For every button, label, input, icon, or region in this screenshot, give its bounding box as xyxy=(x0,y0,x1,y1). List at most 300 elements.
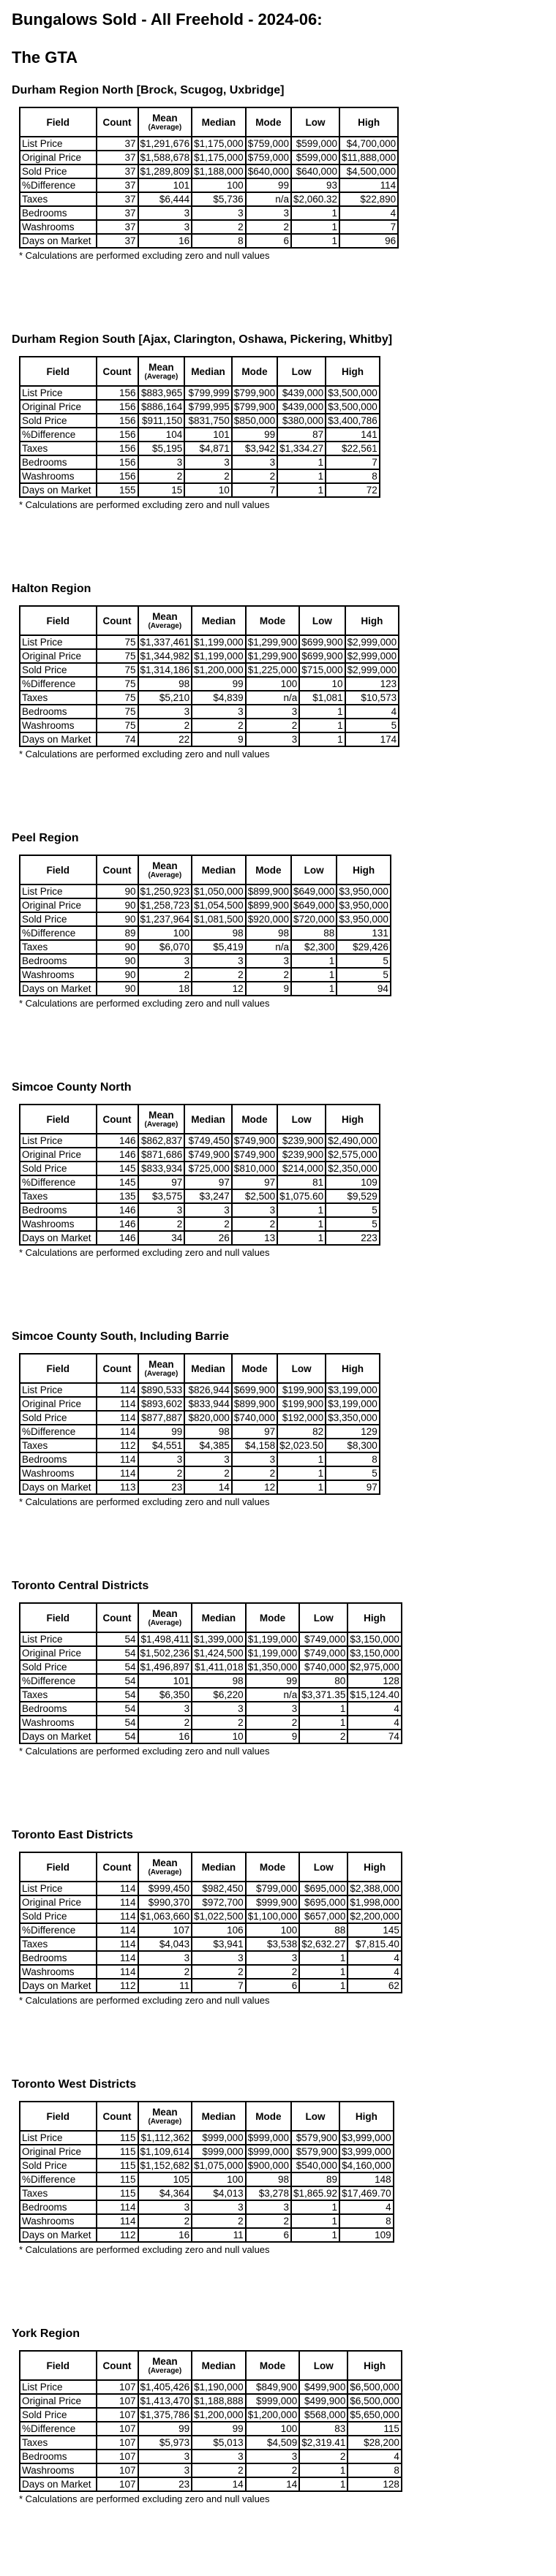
cell-low: 10 xyxy=(299,677,345,691)
row-label: List Price xyxy=(20,2380,97,2394)
cell-mean: 3 xyxy=(138,1452,185,1466)
column-header-label: Median xyxy=(201,1612,236,1624)
row-label: Bedrooms xyxy=(20,206,97,220)
column-header-low xyxy=(291,2102,339,2131)
cell-low: $657,000 xyxy=(299,1909,348,1923)
column-header-label: Mode xyxy=(259,2360,286,2371)
cell-low: $439,000 xyxy=(277,386,326,400)
cell-low: 1 xyxy=(291,234,339,248)
cell-low: 1 xyxy=(291,220,339,234)
cell-count: 37 xyxy=(97,137,138,151)
table-row xyxy=(20,2186,394,2200)
column-header-mode xyxy=(232,1105,277,1134)
column-header-mode xyxy=(246,1603,300,1632)
column-header-label: Median xyxy=(201,615,236,626)
cell-median: 9 xyxy=(192,732,246,746)
cell-mode: 100 xyxy=(246,1923,300,1937)
region-title: Durham Region South [Ajax, Clarington, Oshawa, Pickering, Whitby] xyxy=(12,333,393,346)
cell-count: 54 xyxy=(97,1688,138,1702)
cell-mode: n/a xyxy=(246,192,291,206)
column-header-mode xyxy=(246,107,291,137)
footnote: * Calculations are performed excluding zero and null values xyxy=(19,1995,270,2006)
cell-count: 156 xyxy=(97,400,138,414)
table-row xyxy=(20,1162,380,1175)
cell-count: 146 xyxy=(97,1231,138,1245)
cell-median: 99 xyxy=(192,2422,246,2436)
cell-count: 107 xyxy=(97,2394,138,2408)
table-row xyxy=(20,677,399,691)
cell-median: 99 xyxy=(192,677,246,691)
stats-table xyxy=(19,1353,380,1495)
region-title: Halton Region xyxy=(12,583,91,595)
cell-mean: $1,314,186 xyxy=(138,663,192,677)
column-header-mean xyxy=(138,1105,185,1134)
column-header-high xyxy=(348,2351,402,2380)
column-header-label: Mean xyxy=(152,2107,178,2118)
cell-high: 109 xyxy=(326,1175,380,1189)
row-label: Taxes xyxy=(20,940,97,954)
table-row xyxy=(20,898,391,912)
cell-mean: 3 xyxy=(138,455,185,469)
column-header-label: High xyxy=(341,365,364,377)
column-header-sublabel: (Average) xyxy=(148,124,182,132)
column-header-label: Low xyxy=(305,2110,326,2122)
cell-count: 156 xyxy=(97,414,138,428)
column-header-label: Mode xyxy=(241,1113,268,1125)
table-row xyxy=(20,2463,402,2477)
cell-low: $214,000 xyxy=(277,1162,326,1175)
cell-high: $5,650,000 xyxy=(348,2408,402,2422)
column-header-low xyxy=(277,357,326,386)
cell-high: 123 xyxy=(345,677,399,691)
cell-high: 8 xyxy=(326,469,380,483)
column-header-label: Low xyxy=(291,365,312,377)
cell-low: 1 xyxy=(277,1231,326,1245)
cell-mean: $883,965 xyxy=(138,386,185,400)
column-header-label: Count xyxy=(102,615,132,626)
cell-mean: 97 xyxy=(138,1175,185,1189)
cell-mode: 3 xyxy=(246,1702,300,1716)
cell-high: $3,350,000 xyxy=(326,1411,380,1425)
table-row xyxy=(20,1730,402,1743)
table-row xyxy=(20,1148,380,1162)
cell-mean: 2 xyxy=(138,1716,192,1730)
cell-count: 90 xyxy=(97,940,138,954)
cell-mean: $1,063,660 xyxy=(138,1909,192,1923)
row-label: Sold Price xyxy=(20,912,97,926)
cell-high: $3,199,000 xyxy=(326,1383,380,1397)
cell-mean: $886,164 xyxy=(138,400,185,414)
cell-mean: $1,405,426 xyxy=(138,2380,192,2394)
cell-count: 75 xyxy=(97,719,138,732)
cell-high: 4 xyxy=(348,1702,402,1716)
cell-mode: n/a xyxy=(246,940,291,954)
column-header-label: Median xyxy=(201,864,236,876)
column-header-label: Field xyxy=(46,116,70,128)
cell-count: 37 xyxy=(97,192,138,206)
cell-mean: 3 xyxy=(138,2450,192,2463)
cell-mean: $5,210 xyxy=(138,691,192,705)
table-header-row xyxy=(20,1105,380,1134)
table-row xyxy=(20,2422,402,2436)
table-row xyxy=(20,2450,402,2463)
cell-low: 1 xyxy=(299,1702,348,1716)
table-row xyxy=(20,192,398,206)
row-label: Washrooms xyxy=(20,469,97,483)
cell-mean: $4,364 xyxy=(138,2186,192,2200)
cell-high: 4 xyxy=(348,1716,402,1730)
page-title: Bungalows Sold - All Freehold - 2024-06: xyxy=(12,10,323,29)
cell-low: $239,900 xyxy=(277,1148,326,1162)
column-header-label: Mean xyxy=(152,1857,178,1868)
cell-count: 90 xyxy=(97,898,138,912)
cell-high: 8 xyxy=(339,2214,394,2228)
cell-high: $2,200,000 xyxy=(348,1909,402,1923)
cell-high: $4,500,000 xyxy=(339,164,398,178)
column-header-label: High xyxy=(341,1113,364,1125)
cell-mode: $850,000 xyxy=(232,414,277,428)
cell-mean: 2 xyxy=(138,719,192,732)
cell-mode: 2 xyxy=(246,1716,300,1730)
column-header-label: Field xyxy=(46,1861,70,1873)
row-label: %Difference xyxy=(20,2172,97,2186)
stats-table xyxy=(19,855,391,996)
cell-mode: $3,942 xyxy=(232,442,277,455)
cell-median: $1,200,000 xyxy=(192,663,246,677)
cell-mode: 2 xyxy=(246,968,291,982)
cell-median: 101 xyxy=(184,428,232,442)
cell-low: 1 xyxy=(299,1979,348,1993)
row-label: Bedrooms xyxy=(20,2450,97,2463)
table-row xyxy=(20,649,399,663)
cell-low: $579,900 xyxy=(291,2131,339,2145)
table-row xyxy=(20,428,380,442)
cell-median: $1,175,000 xyxy=(192,137,246,151)
cell-high: $2,388,000 xyxy=(348,1882,402,1895)
cell-mode: 13 xyxy=(232,1231,277,1245)
cell-mode: 6 xyxy=(246,234,291,248)
column-header-field xyxy=(20,357,97,386)
column-header-sublabel: (Average) xyxy=(148,871,182,879)
cell-mean: 101 xyxy=(138,178,192,192)
cell-high: 4 xyxy=(345,705,399,719)
cell-count: 54 xyxy=(97,1674,138,1688)
cell-count: 115 xyxy=(97,2186,138,2200)
column-header-label: Mode xyxy=(259,1861,286,1873)
cell-mode: 3 xyxy=(232,1203,277,1217)
cell-low: 1 xyxy=(299,1951,348,1965)
row-label: %Difference xyxy=(20,926,97,940)
cell-count: 156 xyxy=(97,428,138,442)
cell-median: 3 xyxy=(192,206,246,220)
row-label: List Price xyxy=(20,884,97,898)
cell-mean: $1,291,676 xyxy=(138,137,192,151)
cell-mode: $640,000 xyxy=(246,164,291,178)
cell-median: $1,050,000 xyxy=(192,884,246,898)
cell-mode: $749,900 xyxy=(232,1148,277,1162)
cell-mode: $1,299,900 xyxy=(246,649,300,663)
cell-high: $6,500,000 xyxy=(348,2380,402,2394)
cell-count: 114 xyxy=(97,1397,138,1411)
cell-low: $2,632.27 xyxy=(299,1937,348,1951)
column-header-mode xyxy=(246,2351,300,2380)
row-label: Taxes xyxy=(20,1439,97,1452)
cell-low: $720,000 xyxy=(291,912,337,926)
cell-median: $3,247 xyxy=(184,1189,232,1203)
column-header-median xyxy=(192,107,246,137)
row-label: List Price xyxy=(20,1134,97,1148)
cell-low: $192,000 xyxy=(277,1411,326,1425)
cell-count: 114 xyxy=(97,1909,138,1923)
cell-mean: $1,344,982 xyxy=(138,649,192,663)
cell-count: 156 xyxy=(97,442,138,455)
cell-mean: $1,258,723 xyxy=(138,898,192,912)
cell-low: 89 xyxy=(291,2172,339,2186)
cell-high: 74 xyxy=(348,1730,402,1743)
column-header-label: Mean xyxy=(149,1110,174,1121)
cell-low: $2,319.41 xyxy=(299,2436,348,2450)
cell-median: $1,081,500 xyxy=(192,912,246,926)
cell-low: $699,900 xyxy=(299,635,345,649)
region-section xyxy=(12,83,544,333)
column-header-mean xyxy=(138,1603,192,1632)
stats-table xyxy=(19,2350,402,2492)
cell-high: 141 xyxy=(326,428,380,442)
row-label: Bedrooms xyxy=(20,1203,97,1217)
cell-median: $999,000 xyxy=(192,2145,246,2159)
cell-count: 135 xyxy=(97,1189,138,1203)
row-label: %Difference xyxy=(20,2422,97,2436)
cell-mode: 3 xyxy=(232,1452,277,1466)
footnote: * Calculations are performed excluding zero and null values xyxy=(19,2493,270,2504)
column-header-label: Mean xyxy=(152,2356,178,2367)
cell-count: 114 xyxy=(97,1452,138,1466)
table-row xyxy=(20,414,380,428)
table-row xyxy=(20,926,391,940)
cell-count: 112 xyxy=(97,1979,138,1993)
table-row xyxy=(20,455,380,469)
cell-low: 1 xyxy=(291,2214,339,2228)
row-label: Original Price xyxy=(20,2394,97,2408)
cell-mean: 23 xyxy=(138,2477,192,2491)
cell-low: $649,000 xyxy=(291,898,337,912)
row-label: List Price xyxy=(20,1882,97,1895)
cell-mode: $799,900 xyxy=(232,400,277,414)
cell-mode: 97 xyxy=(232,1175,277,1189)
column-header-mean xyxy=(138,606,192,635)
cell-high: 4 xyxy=(348,2450,402,2463)
table-row xyxy=(20,1632,402,1646)
cell-count: 90 xyxy=(97,982,138,996)
row-label: Original Price xyxy=(20,1397,97,1411)
cell-count: 114 xyxy=(97,1951,138,1965)
cell-mode: 3 xyxy=(246,954,291,968)
cell-mean: $1,289,809 xyxy=(138,164,192,178)
cell-mean: $1,250,923 xyxy=(138,884,192,898)
footnote: * Calculations are performed excluding zero and null values xyxy=(19,1496,270,1507)
row-label: Days on Market xyxy=(20,982,97,996)
row-label: %Difference xyxy=(20,1175,97,1189)
cell-count: 145 xyxy=(97,1162,138,1175)
table-row xyxy=(20,2214,394,2228)
column-header-label: High xyxy=(358,116,380,128)
table-row xyxy=(20,1439,380,1452)
table-row xyxy=(20,1909,402,1923)
cell-median: $1,199,000 xyxy=(192,649,246,663)
column-header-sublabel: (Average) xyxy=(148,2367,182,2375)
cell-median: 3 xyxy=(192,2200,246,2214)
cell-mode: $899,900 xyxy=(232,1397,277,1411)
cell-high: 131 xyxy=(337,926,391,940)
cell-mode: 6 xyxy=(246,1979,300,1993)
cell-low: 2 xyxy=(299,1730,348,1743)
cell-low: 82 xyxy=(277,1425,326,1439)
table-row xyxy=(20,1217,380,1231)
cell-high: $3,500,000 xyxy=(326,400,380,414)
table-row xyxy=(20,1646,402,1660)
cell-mode: $1,225,000 xyxy=(246,663,300,677)
column-header-label: Median xyxy=(191,365,225,377)
cell-mode: 2 xyxy=(246,220,291,234)
cell-median: 3 xyxy=(184,455,232,469)
row-label: List Price xyxy=(20,137,97,151)
cell-median: 100 xyxy=(192,2172,246,2186)
cell-median: $1,424,500 xyxy=(192,1646,246,1660)
cell-low: $2,300 xyxy=(291,940,337,954)
column-header-label: Count xyxy=(102,1113,132,1125)
cell-mode: $4,158 xyxy=(232,1439,277,1452)
table-row xyxy=(20,1397,380,1411)
cell-high: 5 xyxy=(337,968,391,982)
cell-mode: $810,000 xyxy=(232,1162,277,1175)
cell-low: 1 xyxy=(299,732,345,746)
cell-count: 54 xyxy=(97,1702,138,1716)
cell-mode: $1,299,900 xyxy=(246,635,300,649)
table-row xyxy=(20,912,391,926)
cell-mode: 9 xyxy=(246,1730,300,1743)
footnote: * Calculations are performed excluding zero and null values xyxy=(19,1247,270,1258)
cell-mode: 3 xyxy=(246,732,300,746)
table-row xyxy=(20,663,399,677)
cell-median: 97 xyxy=(184,1175,232,1189)
cell-low: $2,060.32 xyxy=(291,192,339,206)
region-title: York Region xyxy=(12,2327,80,2340)
column-header-median xyxy=(184,1105,232,1134)
column-header-mode xyxy=(246,855,291,884)
cell-high: $3,999,000 xyxy=(339,2145,394,2159)
table-header-row xyxy=(20,606,399,635)
cell-low: $579,900 xyxy=(291,2145,339,2159)
row-label: Sold Price xyxy=(20,2159,97,2172)
cell-high: 109 xyxy=(339,2228,394,2242)
cell-low: $715,000 xyxy=(299,663,345,677)
table-row xyxy=(20,2477,402,2491)
cell-mode: $999,900 xyxy=(246,1895,300,1909)
table-header-row xyxy=(20,2102,394,2131)
table-row xyxy=(20,2172,394,2186)
cell-mode: 98 xyxy=(246,926,291,940)
cell-mode: $3,538 xyxy=(246,1937,300,1951)
cell-high: 5 xyxy=(337,954,391,968)
cell-low: $568,000 xyxy=(299,2408,348,2422)
cell-high: 223 xyxy=(326,1231,380,1245)
table-row xyxy=(20,442,380,455)
cell-high: $3,999,000 xyxy=(339,2131,394,2145)
cell-count: 112 xyxy=(97,1439,138,1452)
cell-mode: $1,200,000 xyxy=(246,2408,300,2422)
cell-high: 128 xyxy=(348,2477,402,2491)
cell-low: $239,900 xyxy=(277,1134,326,1148)
cell-mean: 2 xyxy=(138,968,192,982)
row-label: Bedrooms xyxy=(20,455,97,469)
cell-mean: $4,551 xyxy=(138,1439,185,1452)
column-header-label: Field xyxy=(46,365,70,377)
table-row xyxy=(20,1688,402,1702)
cell-high: 5 xyxy=(326,1203,380,1217)
cell-mode: $1,199,000 xyxy=(246,1632,300,1646)
column-header-label: Mode xyxy=(259,1612,286,1624)
cell-count: 75 xyxy=(97,663,138,677)
row-label: Washrooms xyxy=(20,2214,97,2228)
cell-mode: n/a xyxy=(246,1688,300,1702)
cell-mean: 3 xyxy=(138,220,192,234)
table-header-row xyxy=(20,1852,402,1882)
column-header-low xyxy=(291,855,337,884)
cell-count: 156 xyxy=(97,455,138,469)
cell-mode: 2 xyxy=(232,1466,277,1480)
cell-mean: $1,152,682 xyxy=(138,2159,192,2172)
column-header-label: Low xyxy=(291,1363,312,1374)
column-header-label: Mode xyxy=(255,2110,282,2122)
cell-mean: 2 xyxy=(138,1965,192,1979)
cell-count: 114 xyxy=(97,1466,138,1480)
cell-median: 98 xyxy=(184,1425,232,1439)
cell-mean: $4,043 xyxy=(138,1937,192,1951)
cell-mode: 6 xyxy=(246,2228,291,2242)
cell-low: 80 xyxy=(299,1674,348,1688)
cell-mode: 100 xyxy=(246,2422,300,2436)
column-header-label: Mean xyxy=(152,1608,178,1619)
footnote: * Calculations are performed excluding zero and null values xyxy=(19,1746,270,1757)
cell-mean: 98 xyxy=(138,677,192,691)
cell-median: 10 xyxy=(192,1730,246,1743)
cell-count: 37 xyxy=(97,206,138,220)
table-row xyxy=(20,206,398,220)
cell-mean: $5,973 xyxy=(138,2436,192,2450)
table-row xyxy=(20,220,398,234)
cell-median: $1,200,000 xyxy=(192,2408,246,2422)
cell-low: 1 xyxy=(291,954,337,968)
stats-table xyxy=(19,356,380,498)
table-row xyxy=(20,2228,394,2242)
table-header-row xyxy=(20,1603,402,1632)
table-row xyxy=(20,386,380,400)
cell-high: $3,950,000 xyxy=(337,884,391,898)
cell-mode: $759,000 xyxy=(246,137,291,151)
column-header-mode xyxy=(246,1852,300,1882)
cell-low: $499,900 xyxy=(299,2380,348,2394)
table-row xyxy=(20,635,399,649)
cell-mean: $1,112,362 xyxy=(138,2131,192,2145)
column-header-median xyxy=(184,1354,232,1383)
cell-median: $972,700 xyxy=(192,1895,246,1909)
cell-mode: $749,900 xyxy=(232,1134,277,1148)
row-label: Original Price xyxy=(20,898,97,912)
column-header-low xyxy=(299,2351,348,2380)
cell-median: $1,188,888 xyxy=(192,2394,246,2408)
cell-low: 87 xyxy=(277,428,326,442)
stats-table xyxy=(19,2101,394,2243)
